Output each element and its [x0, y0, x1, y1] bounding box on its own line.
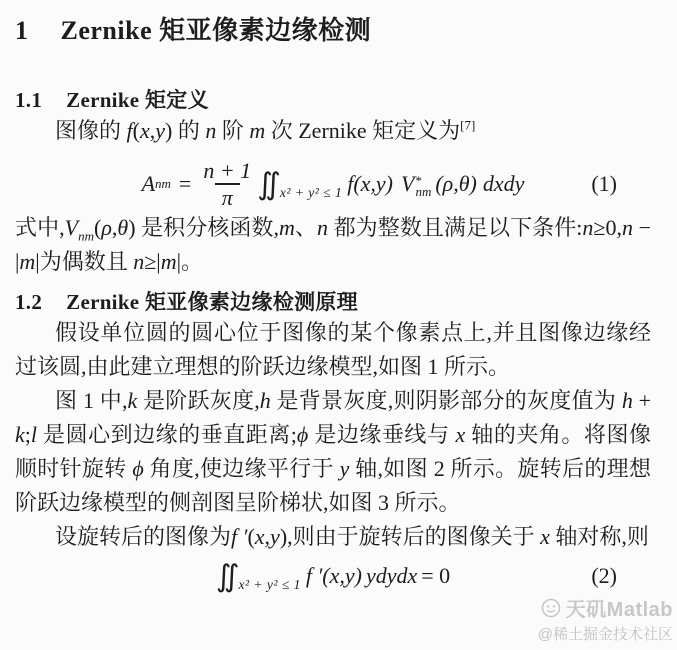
- equation-1-formula: A nm = $\frac{n + 1}{\pi}$ ∬ x² + y² ≤ 1 f(x,y) V * nm (ρ,θ) dxdy: [141, 158, 525, 211]
- heading-1-1-title: Zernike 矩定义: [66, 88, 209, 112]
- text-segment: ,: [111, 214, 118, 240]
- text-segment: 是边缘垂线与: [308, 421, 456, 447]
- text-segment: +: [632, 387, 651, 413]
- text-segment: x: [254, 523, 265, 549]
- text-segment: nm: [78, 227, 94, 243]
- text-segment: ) 是积分核函数,: [128, 214, 279, 240]
- text-segment: 角度,使边缘平行于: [143, 455, 340, 481]
- heading-1-1-number: 1.1: [15, 88, 43, 112]
- text-segment: ϕ: [132, 455, 144, 481]
- text-segment: 是背景灰度,则阴影部分的灰度值为: [270, 387, 622, 413]
- text-segment: [7]: [460, 117, 476, 133]
- eq1-equals: =: [178, 171, 192, 197]
- text-segment: x: [139, 118, 150, 143]
- double-integral-icon: ∬: [257, 167, 281, 203]
- text-segment: y: [339, 455, 350, 481]
- watermark: [538, 593, 673, 644]
- text-segment: 轴的夹角。将图像顺时针旋转: [15, 421, 651, 481]
- equation-1-number: (1): [591, 171, 617, 197]
- text-segment: (: [93, 214, 102, 240]
- text-segment: ,: [149, 118, 156, 143]
- text-segment: 是圆心到边缘的垂直距离;: [37, 421, 297, 447]
- text-segment: y: [270, 523, 280, 549]
- paragraph-assume: [15, 316, 651, 384]
- text-segment: h: [621, 387, 633, 413]
- text-segment: |。: [176, 248, 203, 274]
- eq2-result: = 0: [421, 562, 451, 588]
- text-segment: ,: [264, 523, 271, 549]
- text-segment: (: [247, 523, 255, 549]
- section-heading-1-2: [15, 286, 651, 316]
- eq1-V-superscript: *: [415, 173, 422, 189]
- text-segment: V: [64, 214, 79, 240]
- text-segment: 次 Zernike 矩定义为: [265, 118, 461, 143]
- eq1-fraction: [199, 158, 255, 211]
- double-integral-icon: ∬: [215, 558, 240, 594]
- equation-1: [15, 158, 651, 211]
- eq1-integral-domain: x² + y² ≤ 1: [279, 185, 343, 201]
- section-heading-1: [15, 10, 651, 47]
- text-segment: 轴,如图 2 所示。旋转后的理想阶跃边缘模型的侧剖图呈阶梯状,如图 3 所示。: [15, 455, 651, 515]
- text-segment: n: [133, 248, 145, 274]
- text-segment: k: [15, 421, 25, 447]
- text-segment: h: [259, 387, 271, 413]
- text-segment: k: [127, 387, 138, 413]
- text-segment: ),则由于旋转后的图像关于: [279, 523, 541, 549]
- text-segment: n: [622, 214, 633, 240]
- paragraph-intro: [15, 114, 651, 148]
- eq1-A: A: [141, 171, 156, 197]
- text-segment: 设旋转后的图像为: [55, 523, 232, 549]
- eq1-differential: dxdy: [482, 171, 525, 197]
- text-segment: ϕ: [296, 421, 309, 447]
- equation-2: [15, 556, 651, 596]
- text-segment: ) 的: [165, 118, 206, 143]
- text-segment: 图 1 中,: [55, 387, 128, 413]
- equation-2-number: (2): [591, 562, 617, 588]
- text-segment: θ: [117, 214, 129, 240]
- text-segment: m: [160, 248, 177, 274]
- text-segment: 阶: [216, 118, 250, 143]
- text-segment: − |: [15, 214, 651, 274]
- watermark-author-name: 天矶Matlab: [565, 599, 673, 621]
- text-segment: 都为整数且满足以下条件:: [328, 214, 583, 240]
- text-segment: 假设单位圆的圆心位于图像的某个像素点上,并且图像边缘经过该圆,由此建立理想的阶跃边缘模型,如图 1 所示。: [15, 319, 651, 379]
- text-segment: x: [540, 523, 550, 549]
- text-segment: m: [19, 248, 36, 274]
- watermark-avatar-icon: [541, 598, 561, 618]
- text-segment: 式中,: [15, 214, 65, 240]
- text-segment: ≥0,: [593, 214, 622, 240]
- eq1-integrand: f(x,y): [347, 171, 394, 197]
- text-segment: f: [126, 118, 133, 143]
- heading-1-number: 1: [15, 16, 29, 45]
- paragraph-where: [15, 211, 651, 279]
- text-segment: ;: [24, 421, 31, 447]
- eq1-V-scripts: [415, 173, 432, 200]
- eq1-fraction-denominator: π: [215, 183, 240, 210]
- paragraph-figure1: [15, 384, 651, 520]
- text-segment: x: [455, 421, 466, 447]
- eq1-fraction-numerator: n + 1: [203, 158, 252, 183]
- heading-1-title: Zernike 矩亚像素边缘检测: [60, 16, 372, 45]
- eq1-kernel-args: (ρ,θ): [435, 171, 477, 197]
- text-segment: n: [205, 118, 217, 143]
- text-segment: |为偶数且: [35, 248, 134, 274]
- eq2-integral-domain: x² + y² ≤ 1: [238, 576, 301, 592]
- text-segment: y: [155, 118, 165, 143]
- text-segment: m: [249, 118, 266, 143]
- text-segment: ρ: [101, 214, 112, 240]
- text-segment: n: [317, 214, 329, 240]
- text-segment: 轴对称,则: [549, 523, 649, 549]
- text-segment: l: [30, 421, 38, 447]
- equation-2-formula: [215, 558, 451, 594]
- eq1-V: V: [401, 171, 415, 197]
- eq2-integrand: f ′(x,y): [305, 562, 362, 588]
- paragraph-rotate: [15, 520, 651, 554]
- text-segment: 图像的: [55, 118, 127, 143]
- heading-1-2-title: Zernike 矩亚像素边缘检测原理: [66, 289, 358, 314]
- text-segment: m: [278, 214, 295, 240]
- watermark-author-line: [538, 593, 673, 622]
- watermark-community: @稀土掘金技术社区: [537, 626, 673, 643]
- eq1-V-subscript: nm: [415, 184, 432, 200]
- text-segment: 、: [294, 214, 318, 240]
- text-segment: 是阶跃灰度,: [137, 387, 260, 413]
- section-heading-1-1: [15, 84, 651, 114]
- eq1-kernel: [401, 171, 432, 200]
- text-segment: ≥|: [144, 248, 161, 274]
- heading-1-2-number: 1.2: [15, 289, 43, 314]
- eq2-differential: ydydx: [365, 562, 418, 588]
- text-segment: f ′: [231, 523, 248, 549]
- text-segment: (: [132, 118, 140, 143]
- text-segment: n: [582, 214, 594, 240]
